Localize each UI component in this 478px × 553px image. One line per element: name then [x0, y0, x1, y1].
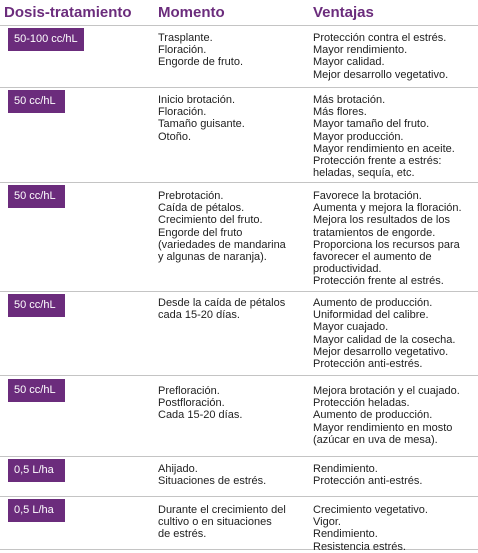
ventaja-line: Protección anti-estrés.: [313, 357, 423, 370]
dose-badge: 50 cc/hL: [8, 379, 65, 402]
ventaja-line: Proporciona los recursos para: [313, 238, 460, 251]
momento-line: Engorde del fruto: [158, 226, 243, 239]
ventaja-line: tratamientos de engorde.: [313, 226, 436, 239]
table-row: [0, 26, 478, 88]
ventajas-cell: [313, 385, 460, 446]
ventajas-cell: [313, 463, 422, 487]
momento-cell: [158, 463, 266, 487]
momento-line: Trasplante.: [158, 32, 213, 44]
table-row: [0, 376, 478, 457]
table-row: [0, 292, 478, 376]
dose-badge: 50 cc/hL: [8, 90, 65, 113]
momento-cell: [158, 504, 286, 541]
header-momento: Momento: [158, 4, 225, 21]
ventaja-line: Más brotación.: [313, 94, 386, 106]
ventaja-line: favorecer el aumento de: [313, 250, 432, 263]
ventaja-line: Crecimiento vegetativo.: [313, 504, 428, 516]
ventaja-line: Favorece la brotación.: [313, 190, 422, 202]
momento-line: (variedades de mandarina: [158, 238, 286, 251]
momento-line: Engorde de fruto.: [158, 56, 244, 69]
ventaja-line: Mayor rendimiento.: [313, 44, 408, 57]
momento-line: Tamaño guisante.: [158, 118, 245, 131]
momento-cell: [158, 32, 243, 69]
ventaja-line: (azúcar en uva de mesa).: [313, 433, 438, 446]
dose-badge: 0,5 L/ha: [8, 459, 65, 482]
ventajas-cell: [313, 190, 462, 288]
momento-line: Floración.: [158, 44, 207, 57]
momento-line: y algunas de naranja).: [158, 250, 267, 263]
momento-line: Otoño.: [158, 130, 192, 143]
ventaja-line: Mayor tamaño del fruto.: [313, 118, 430, 131]
ventaja-line: Protección heladas.: [313, 397, 410, 410]
momento-line: Durante el crecimiento del: [158, 504, 286, 516]
table-header: [0, 0, 478, 26]
ventaja-line: Mayor cuajado.: [313, 321, 389, 334]
ventaja-line: Mayor producción.: [313, 130, 404, 143]
table-row: [0, 497, 478, 553]
momento-cell: [158, 385, 242, 422]
momento-line: cada 15-20 días.: [158, 309, 240, 322]
momento-line: Situaciones de estrés.: [158, 475, 267, 488]
ventaja-line: Rendimiento.: [313, 528, 378, 541]
momento-line: Floración.: [158, 106, 207, 119]
table-row: [0, 183, 478, 292]
ventaja-line: Mejor desarrollo vegetativo.: [313, 68, 449, 81]
ventaja-line: Vigor.: [313, 516, 341, 529]
ventaja-line: Mayor calidad de la cosecha.: [313, 333, 456, 346]
ventaja-line: Mejora los resultados de los: [313, 214, 450, 227]
momento-cell: [158, 94, 245, 143]
ventajas-cell: [313, 32, 448, 81]
momento-line: de estrés.: [158, 528, 207, 541]
momento-line: Desde la caída de pétalos: [158, 297, 286, 309]
ventaja-line: Más flores.: [313, 106, 367, 119]
ventajas-cell: [313, 297, 455, 370]
table-row: [0, 88, 478, 183]
momento-line: Prefloración.: [158, 385, 220, 397]
ventaja-line: Protección contra el estrés.: [313, 32, 447, 44]
momento-line: Prebrotación.: [158, 190, 224, 202]
ventaja-line: heladas, sequía, etc.: [313, 167, 415, 180]
ventaja-line: Protección frente al estrés.: [313, 275, 444, 288]
ventaja-line: Mayor rendimiento en mosto: [313, 421, 453, 434]
ventaja-line: Aumento de producción.: [313, 297, 433, 309]
ventaja-line: Mayor rendimiento en aceite.: [313, 142, 455, 155]
momento-line: Cada 15-20 días.: [158, 409, 243, 422]
momento-line: Ahijado.: [158, 463, 198, 475]
header-dosis: Dosis-tratamiento: [4, 4, 132, 21]
ventaja-line: Aumento de producción.: [313, 409, 433, 422]
ventaja-line: Mejor desarrollo vegetativo.: [313, 345, 449, 358]
ventaja-line: productividad.: [313, 263, 382, 276]
ventaja-line: Protección frente a estrés:: [313, 154, 442, 167]
momento-cell: [158, 190, 286, 263]
momento-line: Inicio brotación.: [158, 94, 236, 106]
momento-line: Caída de pétalos.: [158, 202, 245, 215]
ventaja-line: Aumenta y mejora la floración.: [313, 202, 462, 215]
dose-badge: 50-100 cc/hL: [8, 28, 84, 51]
ventaja-line: Rendimiento.: [313, 463, 378, 475]
ventaja-line: Resistencia estrés.: [313, 540, 406, 553]
ventaja-line: Protección anti-estrés.: [313, 475, 423, 488]
ventaja-line: Uniformidad del calibre.: [313, 309, 429, 322]
ventajas-cell: [313, 504, 428, 553]
dose-badge: 50 cc/hL: [8, 185, 65, 208]
momento-line: Crecimiento del fruto.: [158, 214, 263, 227]
dose-badge: 0,5 L/ha: [8, 499, 65, 522]
momento-cell: [158, 297, 285, 321]
table-row: [0, 457, 478, 497]
momento-line: cultivo o en situaciones: [158, 516, 272, 529]
header-ventajas: Ventajas: [313, 4, 374, 21]
ventajas-cell: [313, 94, 455, 179]
dose-badge: 50 cc/hL: [8, 294, 65, 317]
ventaja-line: Mejora brotación y el cuajado.: [313, 385, 460, 397]
momento-line: Postfloración.: [158, 397, 225, 410]
ventaja-line: Mayor calidad.: [313, 56, 385, 69]
